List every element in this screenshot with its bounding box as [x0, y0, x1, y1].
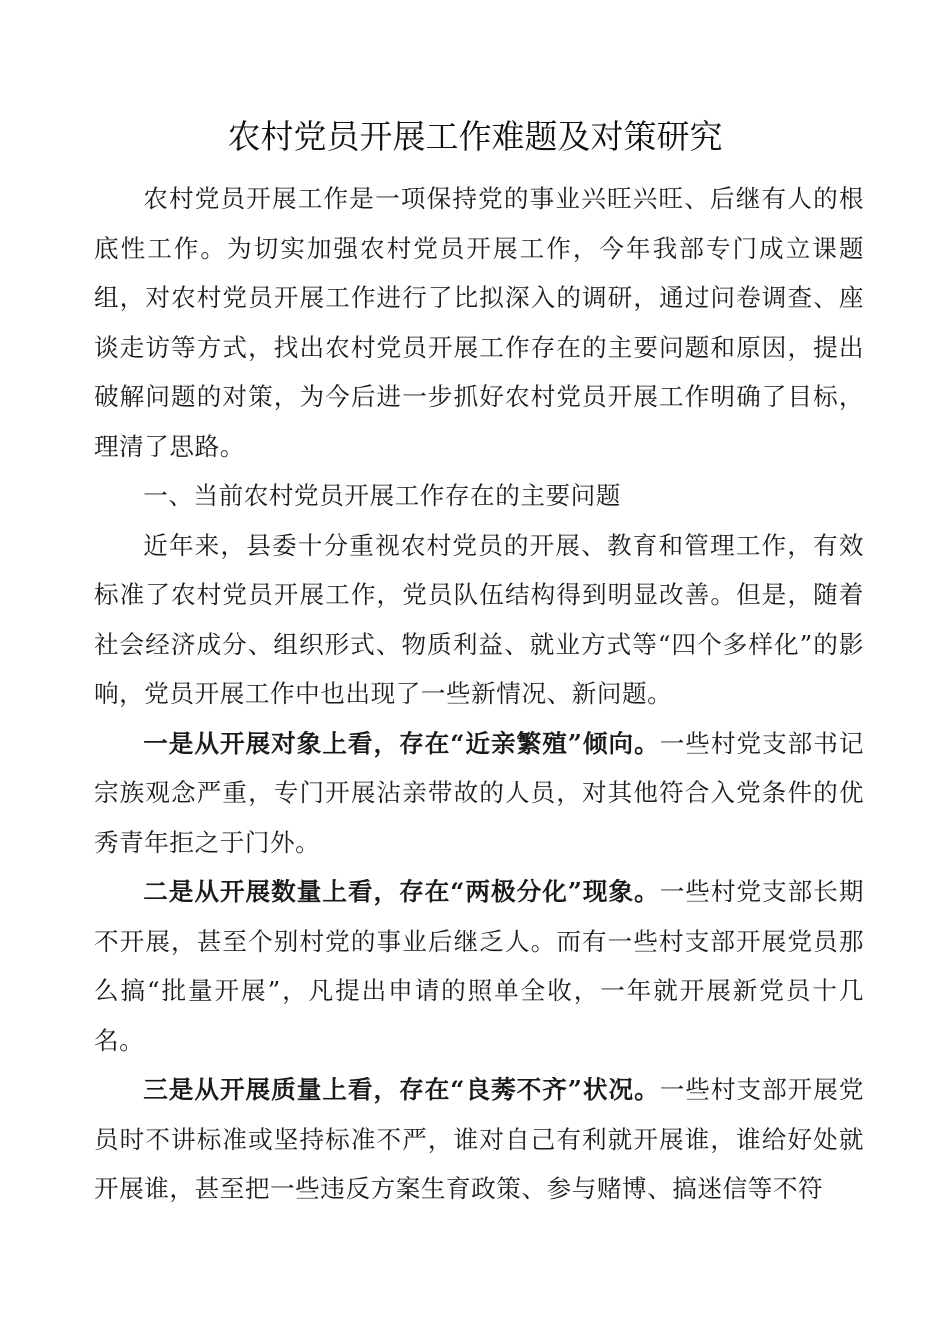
- problem-paragraph-1: [94, 719, 864, 868]
- problem-text-2: 一些村党支部长期不开展，甚至个别村党的事业后继乏人。而有一些村支部开展党员那么搞“批量开展”，凡提出申请的照单全收，一年就开展新党员十几名。: [94, 877, 865, 1055]
- problem-lead-3: 三是从开展质量上看，存在“良莠不齐”状况。: [143, 1075, 660, 1104]
- problem-text-3: 一些村支部开展党员时不讲标准或坚持标准不严，谁对自己有利就开展谁，谁给好处就开展谁，甚至把一些违反方案生育政策、参与赌博、搞迷信等不符: [94, 1075, 865, 1203]
- section-heading: 一、当前农村党员开展工作存在的主要问题: [143, 481, 621, 510]
- problem-lead-2: 二是从开展数量上看，存在“两极分化”现象。: [143, 877, 660, 906]
- problem-lead-1: 一是从开展对象上看，存在“近亲繁殖”倾向。: [143, 728, 660, 758]
- intro-paragraph: 农村党员开展工作是一项保持党的事业兴旺兴旺、后继有人的根底性工作。为切实加强农村党员开展工作，今年我部专门成立课题组，对农村党员开展工作进行了比拟深入的调研，通过问卷调查、座谈走访等方式，找出农村党员开展工作存在的主要问题和原因，提出破解问题的对策，为今后进一步抓好农村党员开展工作明确了目标，理清了思路。: [94, 184, 864, 461]
- document-title: 农村党员开展工作难题及对策研究: [227, 117, 723, 156]
- document-body: [94, 174, 864, 1214]
- problem-paragraph-2: [94, 867, 864, 1065]
- section-intro-paragraph: 近年来，县委十分重视农村党员的开展、教育和管理工作，有效标准了农村党员开展工作，党员队伍结构得到明显改善。但是，随着社会经济成分、组织形式、物质利益、就业方式等“四个多样化”的影响，党员开展工作中也出现了一些新情况、新问题。: [94, 530, 864, 708]
- problem-paragraph-3: [94, 1065, 864, 1214]
- problem-text-1: 一些村党支部书记宗族观念严重，专门开展沾亲带故的人员，对其他符合入党条件的优秀青年拒之于门外。: [94, 728, 865, 857]
